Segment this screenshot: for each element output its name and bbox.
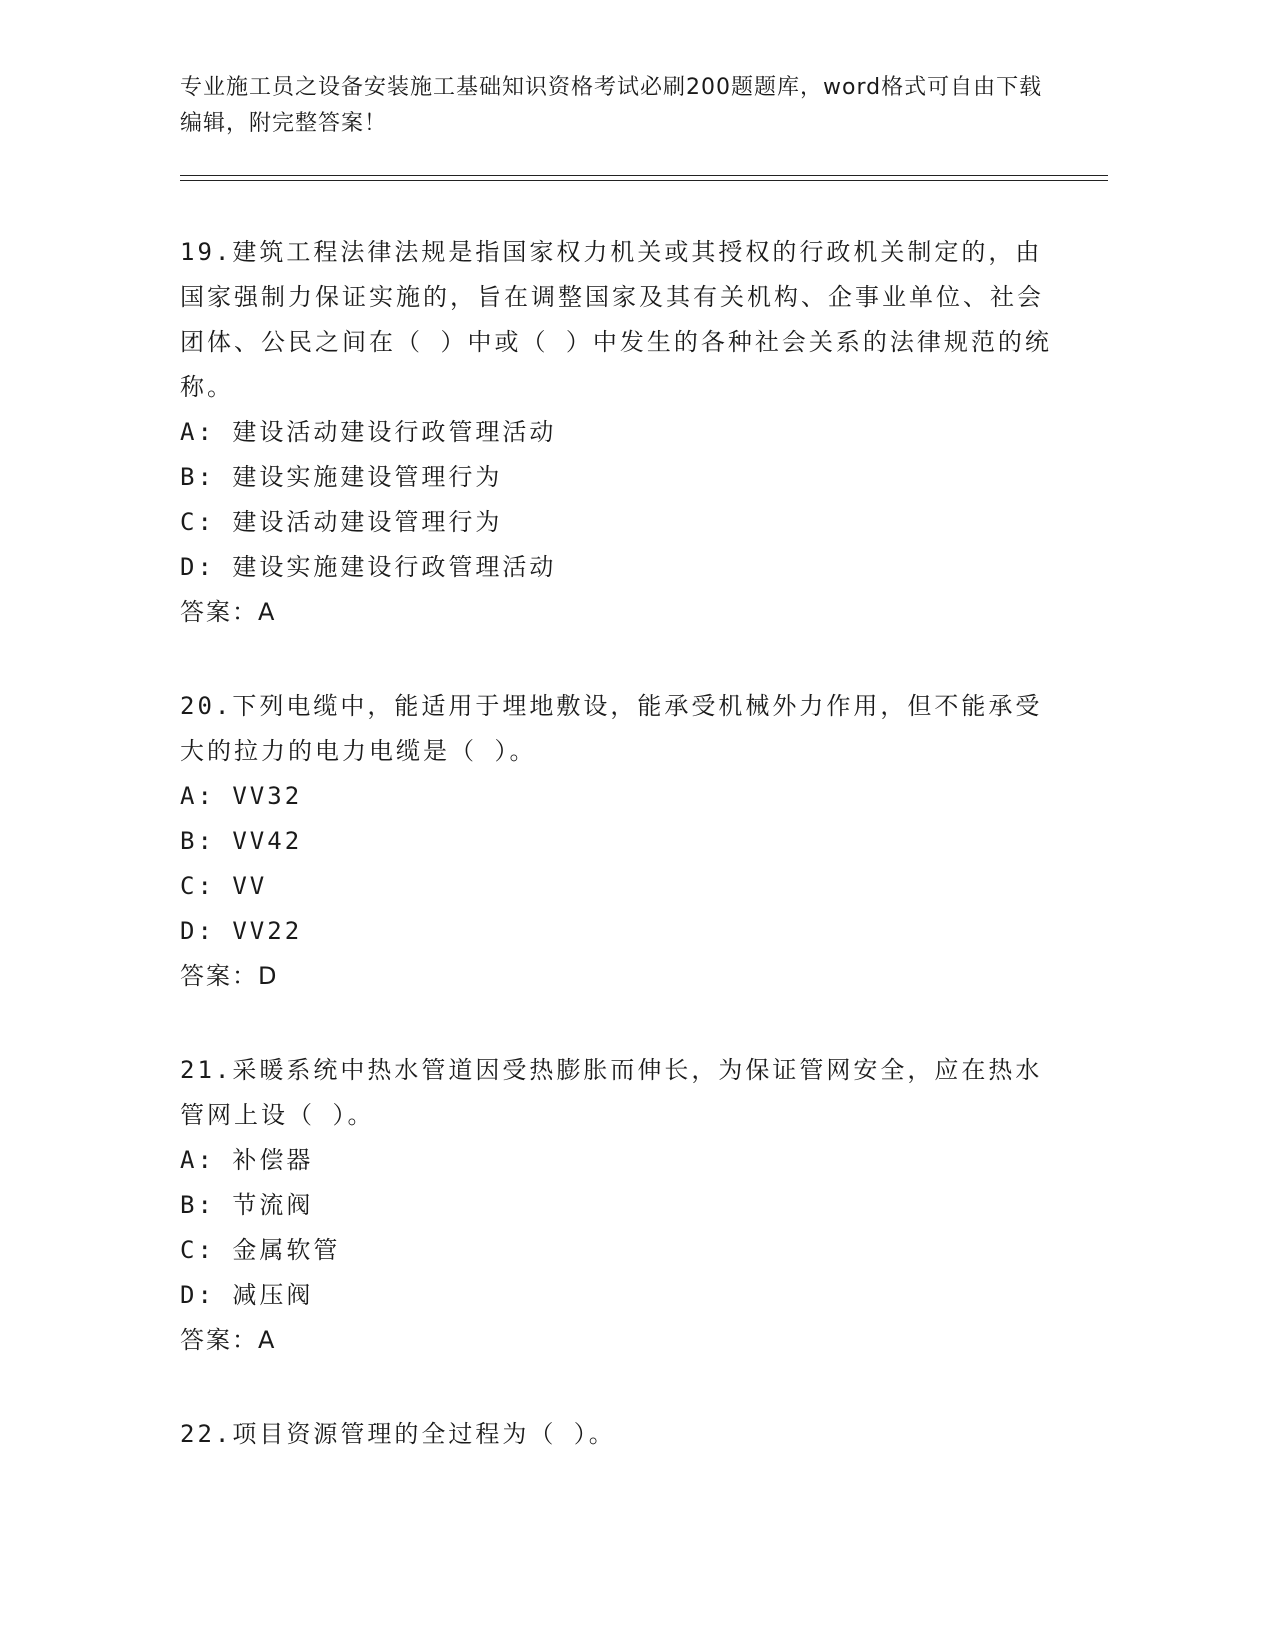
question-stem: 22.项目资源管理的全过程为（ ）。	[180, 1420, 616, 1448]
question-list	[180, 230, 1060, 1457]
option-a: A: 建设活动建设行政管理活动	[180, 418, 557, 446]
option-c: C: 建设活动建设管理行为	[180, 508, 503, 536]
option-d: D: 建设实施建设行政管理活动	[180, 553, 557, 581]
answer: 答案：A	[180, 598, 277, 626]
spacer	[180, 999, 1060, 1048]
answer: 答案：D	[180, 962, 279, 990]
spacer	[180, 635, 1060, 684]
question-stem: 20.下列电缆中，能适用于埋地敷设，能承受机械外力作用，但不能承受大的拉力的电力电缆是（ ）。	[180, 692, 1043, 765]
answer: 答案：A	[180, 1326, 277, 1354]
option-a: A: 补偿器	[180, 1146, 314, 1174]
option-d: D: 减压阀	[180, 1281, 314, 1309]
option-b: B: 节流阀	[180, 1191, 314, 1219]
option-b: B: 建设实施建设管理行为	[180, 463, 503, 491]
document-header: 专业施工员之设备安装施工基础知识资格考试必刷200题题库，word格式可自由下载编辑，附完整答案！	[180, 75, 1043, 136]
header-divider-top	[180, 175, 1108, 176]
option-c: C: 金属软管	[180, 1236, 341, 1264]
question-stem: 19.建筑工程法律法规是指国家权力机关或其授权的行政机关制定的，由国家强制力保证实施的，旨在调整国家及其有关机构、企事业单位、社会团体、公民之间在（ ）中或（ ）中发生的各种社会关系的法律规范的统称。	[180, 238, 1052, 401]
question-22	[180, 1412, 1060, 1457]
option-d: D: VV22	[180, 917, 303, 945]
option-c: C: VV	[180, 872, 268, 900]
question-19	[180, 230, 1060, 635]
question-20	[180, 684, 1060, 999]
question-stem: 21.采暖系统中热水管道因受热膨胀而伸长，为保证管网安全，应在热水管网上设（ ）。	[180, 1056, 1043, 1129]
option-b: B: VV42	[180, 827, 303, 855]
header-divider-bottom	[180, 180, 1108, 181]
question-21	[180, 1048, 1060, 1363]
spacer	[180, 1363, 1060, 1412]
option-a: A: VV32	[180, 782, 303, 810]
